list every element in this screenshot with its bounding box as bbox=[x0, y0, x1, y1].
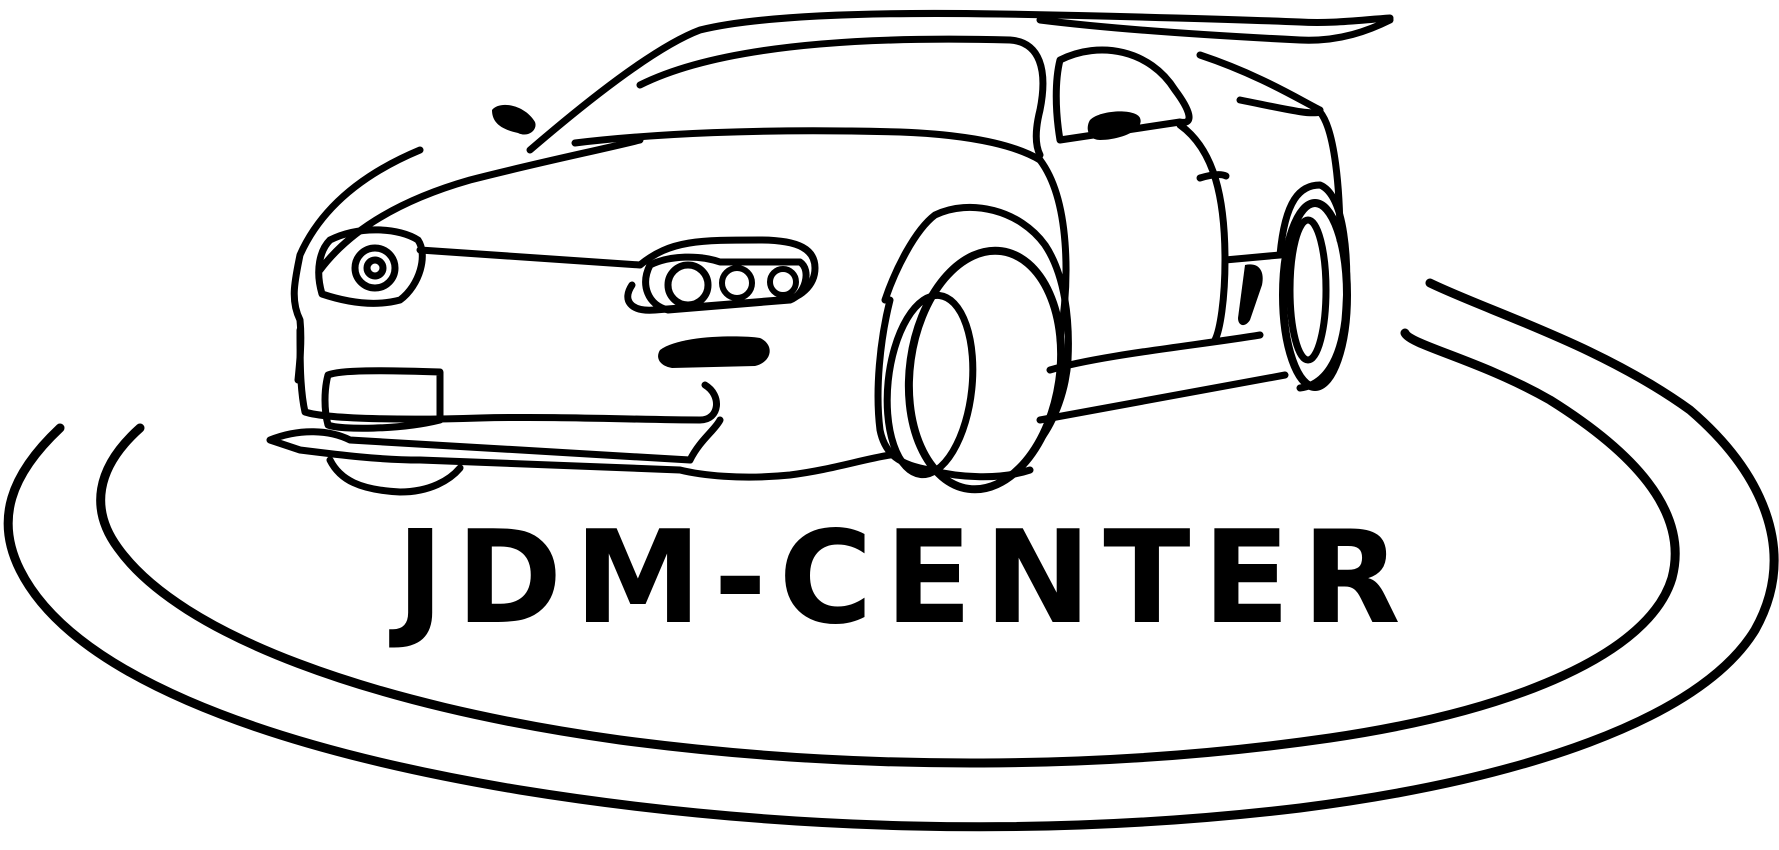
brand-wordmark: JDM-CENTER bbox=[396, 504, 1413, 653]
sports-car-line-art-icon bbox=[270, 13, 1390, 499]
